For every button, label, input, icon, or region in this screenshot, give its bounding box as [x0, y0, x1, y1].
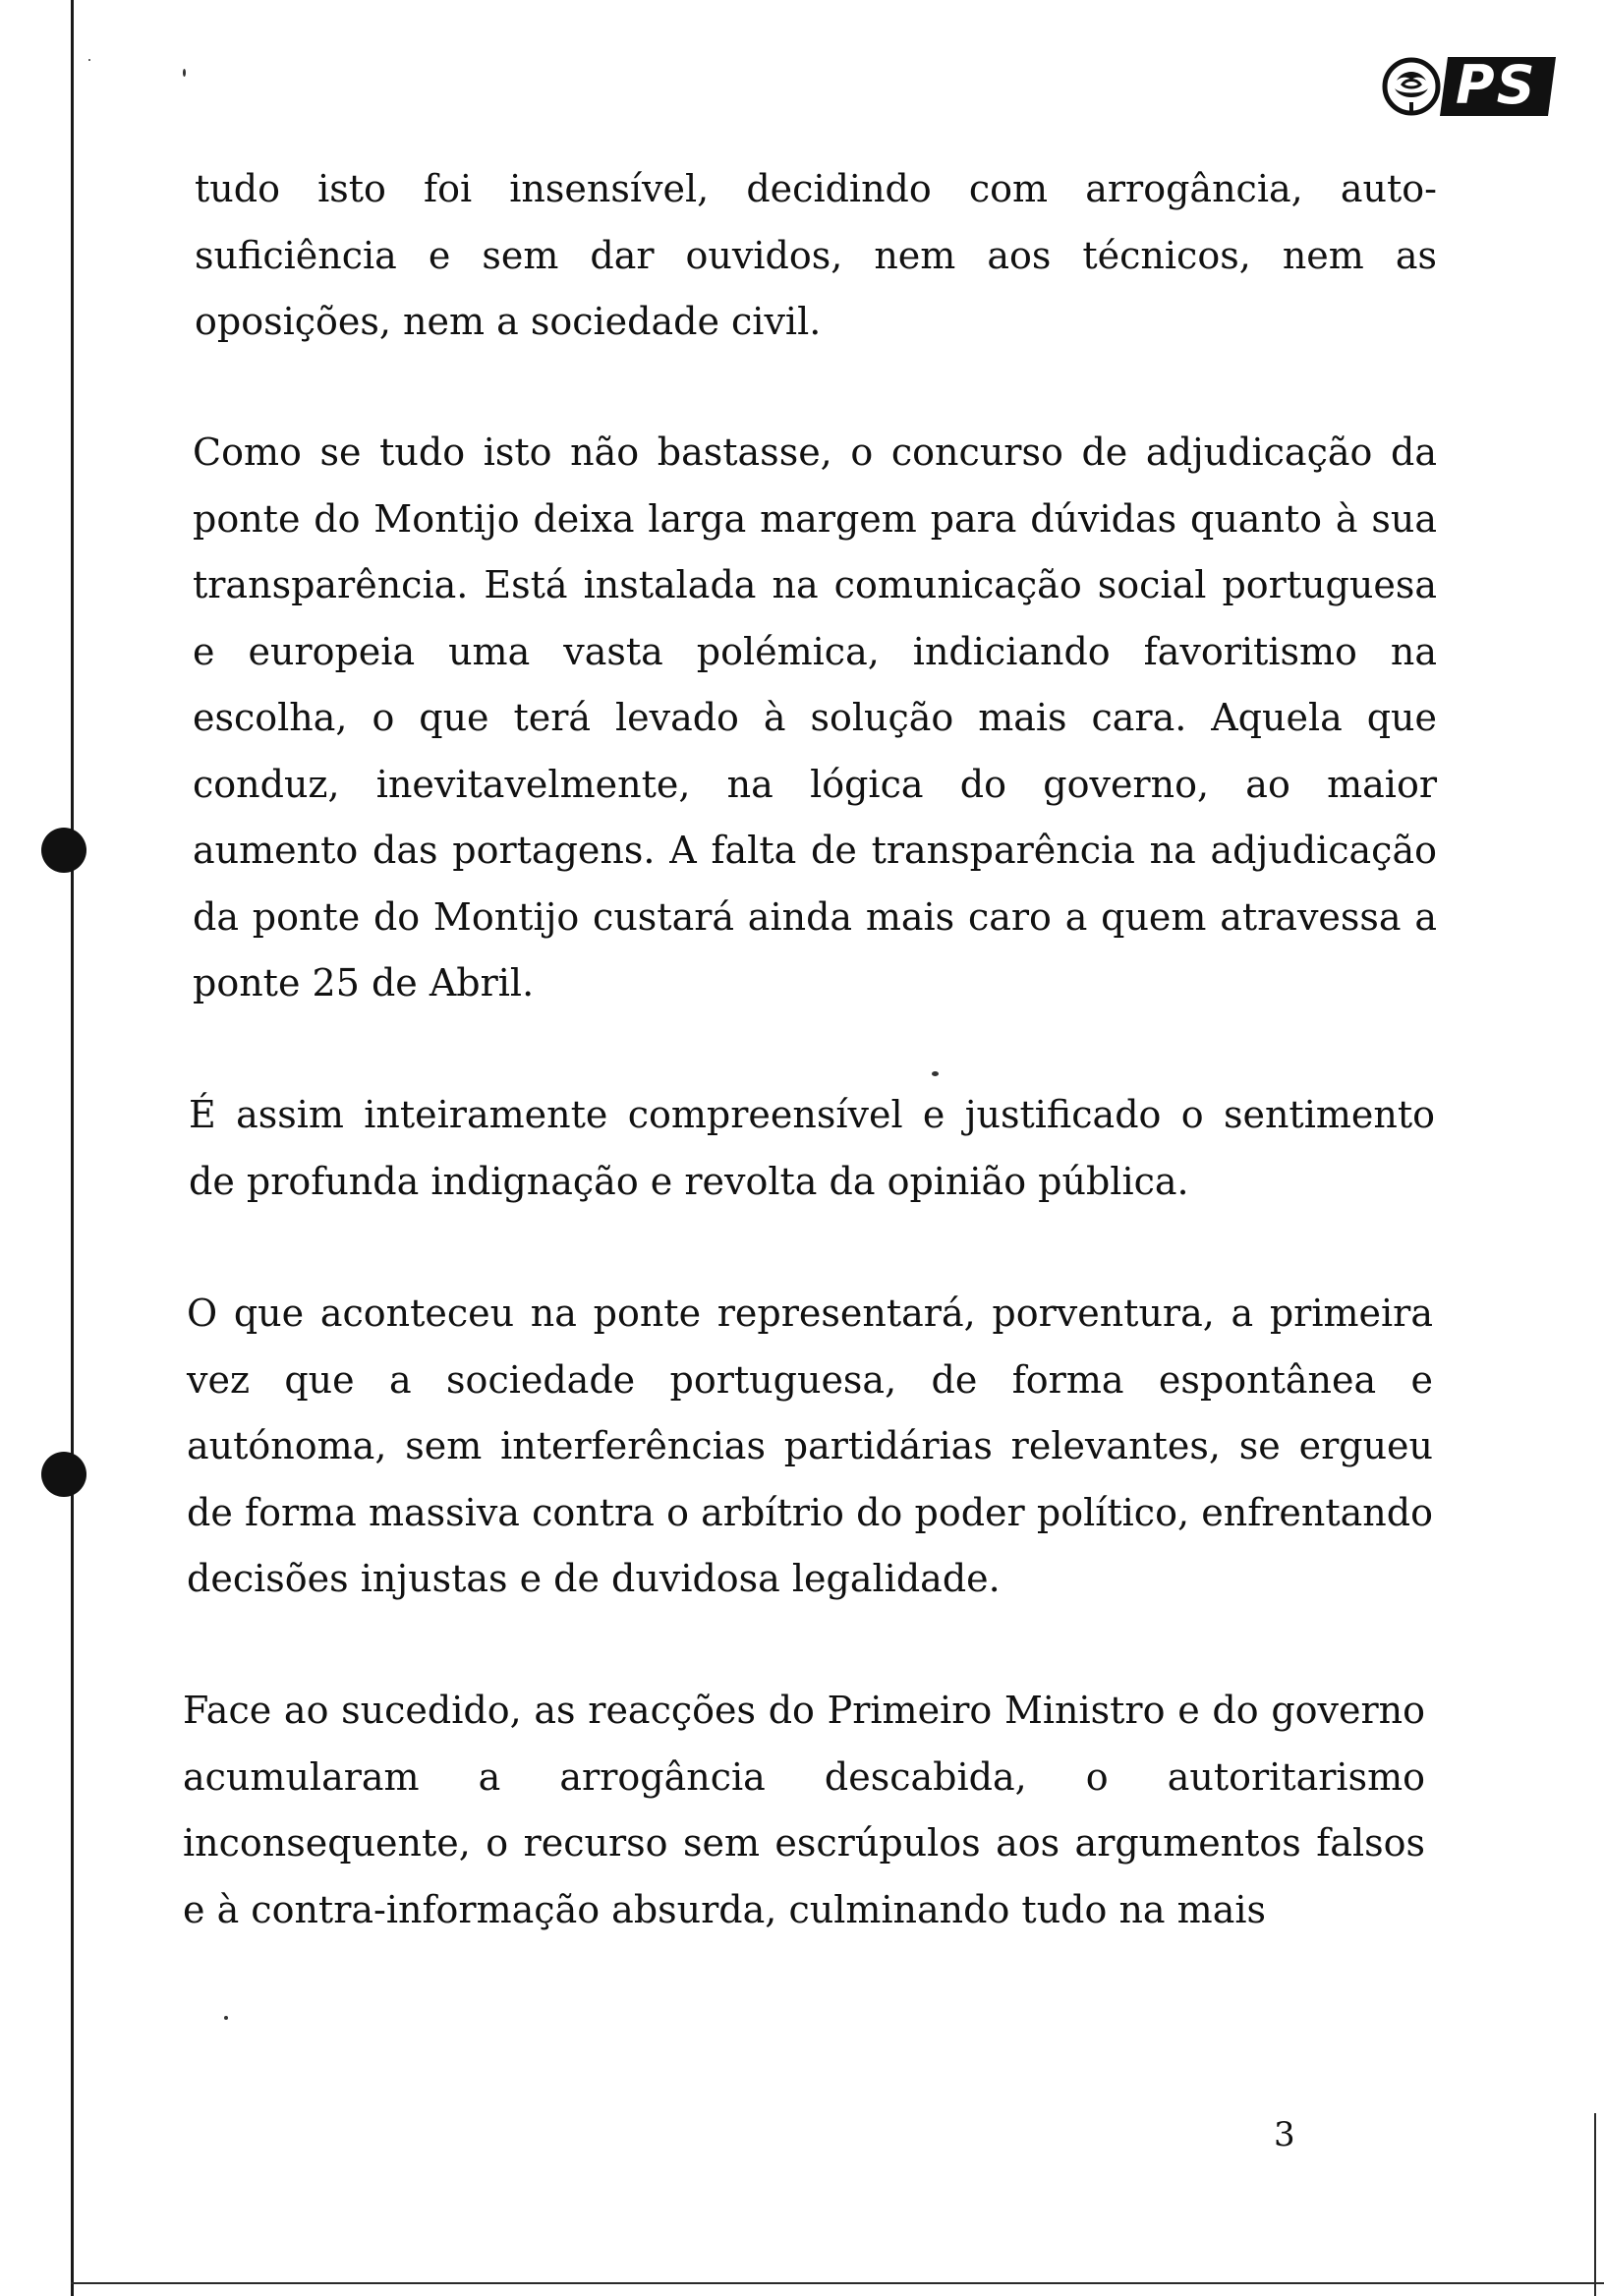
scan-speck [88, 59, 90, 61]
scan-speck [932, 1071, 939, 1076]
paragraph-4: O que aconteceu na ponte representará, porventura, a primeira vez que a sociedade portuguesa, de forma espontânea e autónoma, sem interferências partidárias relevantes, se ergueu de forma massiva contra o arbítrio do poder político, enfrentando decisões injustas e de duvidosa legalidade. [187, 1292, 1433, 1600]
punch-hole-top [41, 828, 86, 873]
scan-speck [183, 69, 186, 77]
right-edge-line [1594, 2113, 1596, 2296]
paragraph-2: Como se tudo isto não bastasse, o concurso de adjudicação da ponte do Montijo deixa larga margem para dúvidas quanto à sua transparência. Está instalada na comunicação social portuguesa e europeia uma vasta polémica, indiciando favoritismo na escolha, o que terá levado à solução mais cara. Aquela que conduz, inevitavelmente, na lógica do governo, ao maior aumento das portagens. A falta de transparência na adjudicação da ponte do Montijo custará ainda mais caro a quem atravessa a ponte 25 de Abril. [193, 430, 1437, 1004]
paragraph-5: Face ao sucedido, as reacções do Primeiro Ministro e do governo acumularam a arrogância descabida, o autoritarismo inconsequente, o recurso sem escrúpulos aos argumentos falsos e à contra-informação absurda, culminando tudo na mais [183, 1689, 1425, 1931]
rose-icon [1385, 60, 1438, 113]
paragraph-1: tudo isto foi insensível, decidindo com arrogância, auto-suficiência e sem dar ouvidos, nem aos técnicos, nem as oposições, nem a sociedade civil. [195, 167, 1437, 343]
binding-edge-line [71, 0, 74, 2296]
logo-text: PS [1456, 54, 1537, 116]
page-number: 3 [1274, 2115, 1295, 2154]
ps-logo [1379, 51, 1559, 120]
punch-hole-bottom [41, 1452, 86, 1497]
scan-speck [224, 2016, 228, 2020]
paragraph-3: É assim inteiramente compreensível e justificado o sentimento de profunda indignação e revolta da opinião pública. [189, 1093, 1435, 1203]
bottom-edge-line [71, 2282, 1604, 2284]
